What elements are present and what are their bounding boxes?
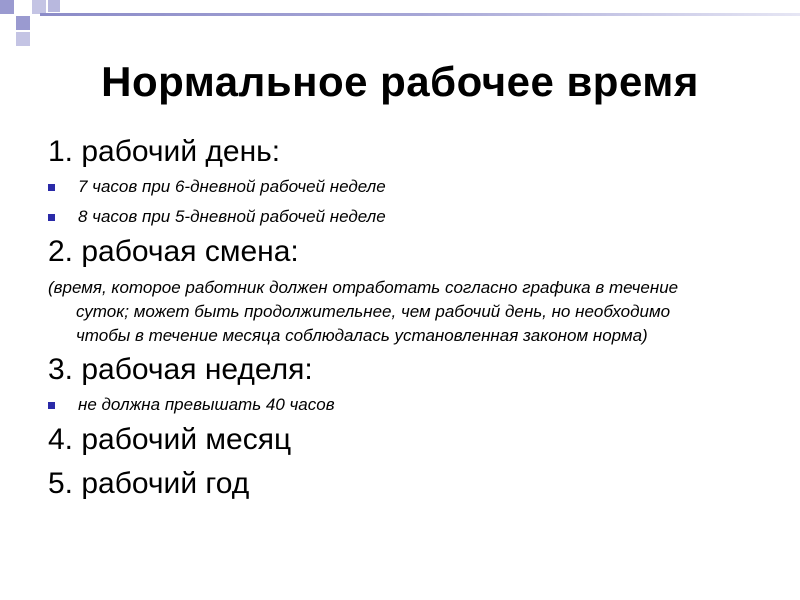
work-shift-note: (время, которое работник должен отработать согласно графика в течение суток; может быть продолжительнее, чем рабочий день, но необходимо чтобы в течение месяца соблюдалась установленная законом норма): [48, 278, 679, 345]
square-bullet-icon: [48, 214, 55, 221]
heading-work-month: 4. рабочий месяц: [48, 423, 292, 456]
bullet-item: [48, 390, 778, 420]
bullet-text: 7 часов при 6-дневной рабочей неделе: [78, 177, 386, 196]
heading-work-shift: 2. рабочая смена:: [48, 235, 299, 268]
top-rule-divider: [40, 13, 800, 16]
bullet-list-work-week: [48, 390, 778, 420]
heading-working-day: 1. рабочий день:: [48, 135, 281, 168]
square-bullet-icon: [48, 184, 55, 191]
bullet-item: [48, 172, 778, 202]
bullet-text: не должна превышать 40 часов: [78, 395, 335, 414]
slide-content: [48, 132, 778, 504]
decor-square: [16, 32, 30, 46]
bullet-text: 8 часов при 5-дневной рабочей неделе: [78, 207, 386, 226]
decor-square: [48, 0, 60, 12]
decor-square: [0, 16, 14, 30]
decor-square: [16, 16, 30, 30]
bullet-list-working-day: [48, 172, 778, 232]
bullet-item: [48, 202, 778, 232]
decor-square: [32, 16, 46, 30]
corner-decoration: [0, 0, 64, 48]
decor-square: [32, 0, 46, 14]
decor-square: [0, 0, 14, 14]
square-bullet-icon: [48, 402, 55, 409]
heading-work-week: 3. рабочая неделя:: [48, 353, 313, 386]
heading-work-year: 5. рабочий год: [48, 467, 250, 500]
slide-title: Нормальное рабочее время: [101, 58, 699, 105]
decor-square: [16, 0, 30, 14]
